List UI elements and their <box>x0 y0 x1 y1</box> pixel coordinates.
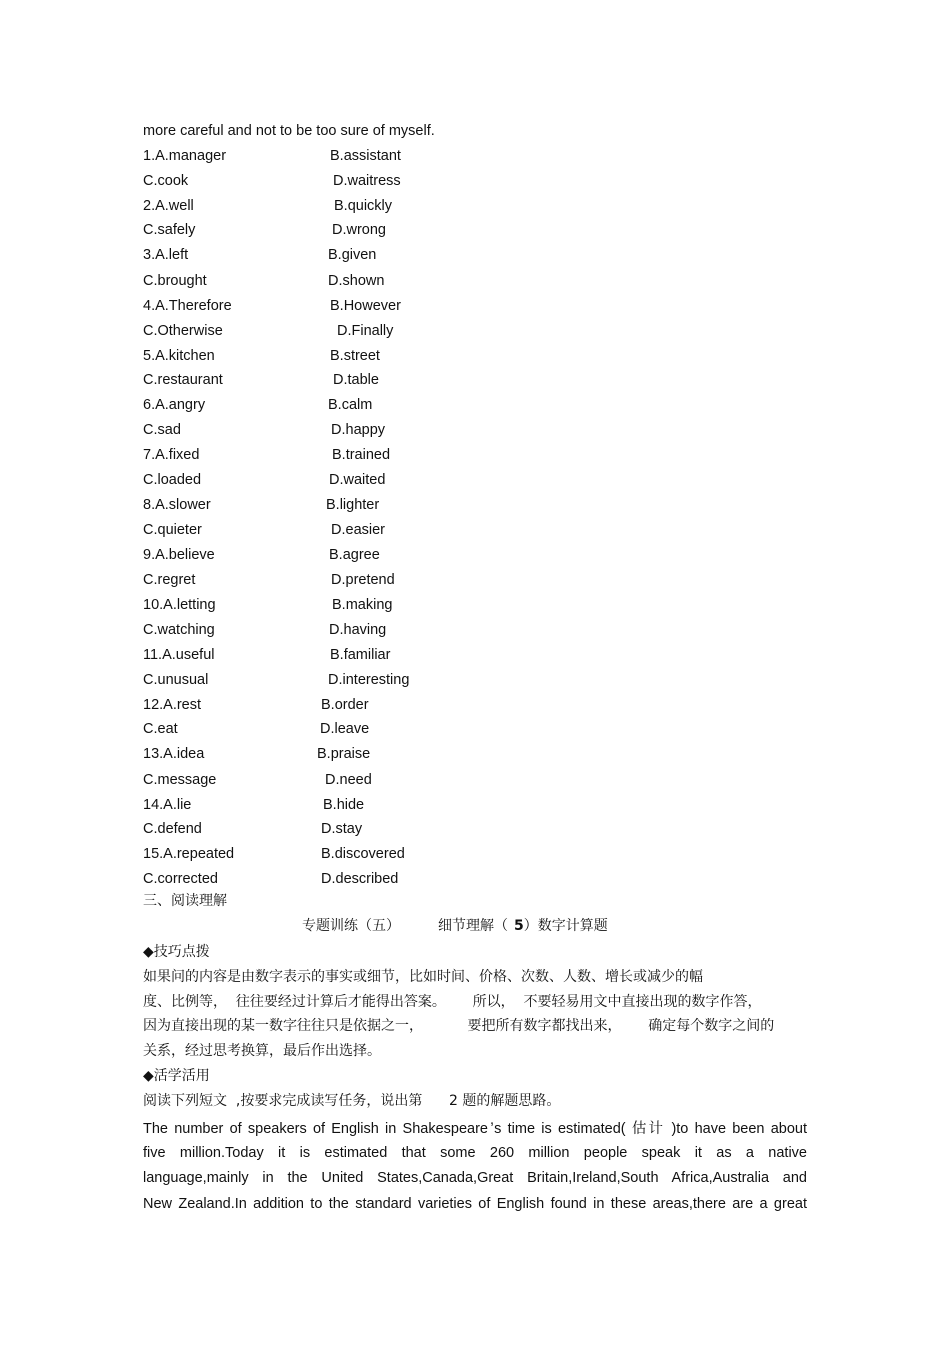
option-left: 10.A.letting <box>143 597 216 613</box>
option-left: 9.A.believe <box>143 547 215 563</box>
tips-line-1: 如果问的内容是由数字表示的事实或细节，比如时间、价格、次数、人数、增长或减少的幅 <box>143 969 703 985</box>
option-right: D.interesting <box>328 672 410 688</box>
option-left: C.message <box>143 772 217 788</box>
passage-line-1: The number of speakers of English in Shakespeare ̓s time is estimated( 估计 )to have been about <box>143 1121 807 1137</box>
option-left: 5.A.kitchen <box>143 348 215 364</box>
topic-title <box>302 916 608 936</box>
option-left: 12.A.rest <box>143 697 202 713</box>
option-left: 7.A.fixed <box>143 447 200 463</box>
option-left: C.sad <box>143 422 181 438</box>
option-right: D.need <box>325 772 372 788</box>
option-right: D.described <box>321 871 399 887</box>
option-left: 6.A.angry <box>143 397 206 413</box>
topic-title-number: 5 <box>514 918 524 934</box>
option-right: D.wrong <box>332 222 386 238</box>
option-right: D.stay <box>321 821 363 837</box>
option-right: D.happy <box>331 422 386 438</box>
option-left: 1.A.manager <box>143 148 227 164</box>
option-left: 4.A.Therefore <box>143 298 232 314</box>
option-left: 11.A.useful <box>143 647 215 663</box>
option-left: C.eat <box>143 721 178 737</box>
option-right: B.calm <box>328 397 373 413</box>
option-left: C.loaded <box>143 472 202 488</box>
option-right: D.easier <box>331 522 385 538</box>
tips-heading: ◆技巧点拨 <box>143 944 210 960</box>
option-left: 8.A.slower <box>143 497 211 513</box>
option-right: B.making <box>332 597 393 613</box>
option-left: C.quieter <box>143 522 202 538</box>
option-left: C.unusual <box>143 672 209 688</box>
option-right: B.order <box>321 697 369 713</box>
tips-line-3: 因为直接出现的某一数字往往只是依据之一， 要把所有数字都找出来， 确定每个数字之间的 <box>143 1018 775 1034</box>
option-right: B.assistant <box>330 148 401 164</box>
option-left: C.defend <box>143 821 202 837</box>
option-right: D.table <box>333 372 379 388</box>
option-left: C.safely <box>143 222 196 238</box>
topic-title-part2: 细节理解（ <box>438 918 508 934</box>
option-right: D.shown <box>328 273 385 289</box>
tips-line-4: 关系，经过思考换算，最后作出选择。 <box>143 1043 381 1059</box>
passage-line-3: language,mainly in the United States,Canada,Great Britain,Ireland,South Africa,Australia and <box>143 1170 807 1186</box>
option-right: D.Finally <box>337 323 394 339</box>
option-right: D.pretend <box>331 572 395 588</box>
tips-line-2: 度、比例等， 往往要经过计算后才能得出答案。 所以， 不要轻易用文中直接出现的数字作答， <box>143 994 762 1010</box>
option-right: B.agree <box>329 547 380 563</box>
option-right: B.lighter <box>326 497 380 513</box>
option-right: B.quickly <box>334 198 393 214</box>
option-left: C.watching <box>143 622 215 638</box>
option-right: B.familiar <box>330 647 391 663</box>
option-left: 13.A.idea <box>143 746 205 762</box>
option-right: B.However <box>330 298 401 314</box>
option-right: B.hide <box>323 797 365 813</box>
option-right: B.street <box>330 348 380 364</box>
option-left: 3.A.left <box>143 247 189 263</box>
passage-line-4: New Zealand.In addition to the standard varieties of English found in these areas,there are a great <box>143 1196 807 1212</box>
passage-line-2: five million.Today it is estimated that some 260 million people speak it as a native <box>143 1145 807 1161</box>
option-left: C.restaurant <box>143 372 223 388</box>
section-heading: 三、阅读理解 <box>143 893 227 909</box>
practice-heading: ◆活学活用 <box>143 1068 210 1084</box>
option-right: B.discovered <box>321 846 405 862</box>
option-left: C.Otherwise <box>143 323 223 339</box>
option-left: C.brought <box>143 273 207 289</box>
instruction-line: 阅读下列短文 ,按要求完成读写任务，说出第 2 题的解题思路。 <box>143 1093 561 1109</box>
option-left: C.cook <box>143 173 189 189</box>
option-right: D.leave <box>320 721 370 737</box>
option-left: 2.A.well <box>143 198 194 214</box>
option-left: C.regret <box>143 572 196 588</box>
option-right: D.waited <box>329 472 386 488</box>
option-left: 15.A.repeated <box>143 846 235 862</box>
option-right: B.trained <box>332 447 391 463</box>
option-right: B.praise <box>317 746 371 762</box>
intro-line: more careful and not to be too sure of myself. <box>143 123 435 139</box>
option-right: D.having <box>329 622 387 638</box>
option-left: 14.A.lie <box>143 797 192 813</box>
option-left: C.corrected <box>143 871 218 887</box>
topic-title-part3: ）数字计算题 <box>523 918 608 934</box>
topic-title-part1: 专题训练（五） <box>302 918 400 934</box>
option-right: B.given <box>328 247 377 263</box>
option-right: D.waitress <box>333 173 401 189</box>
